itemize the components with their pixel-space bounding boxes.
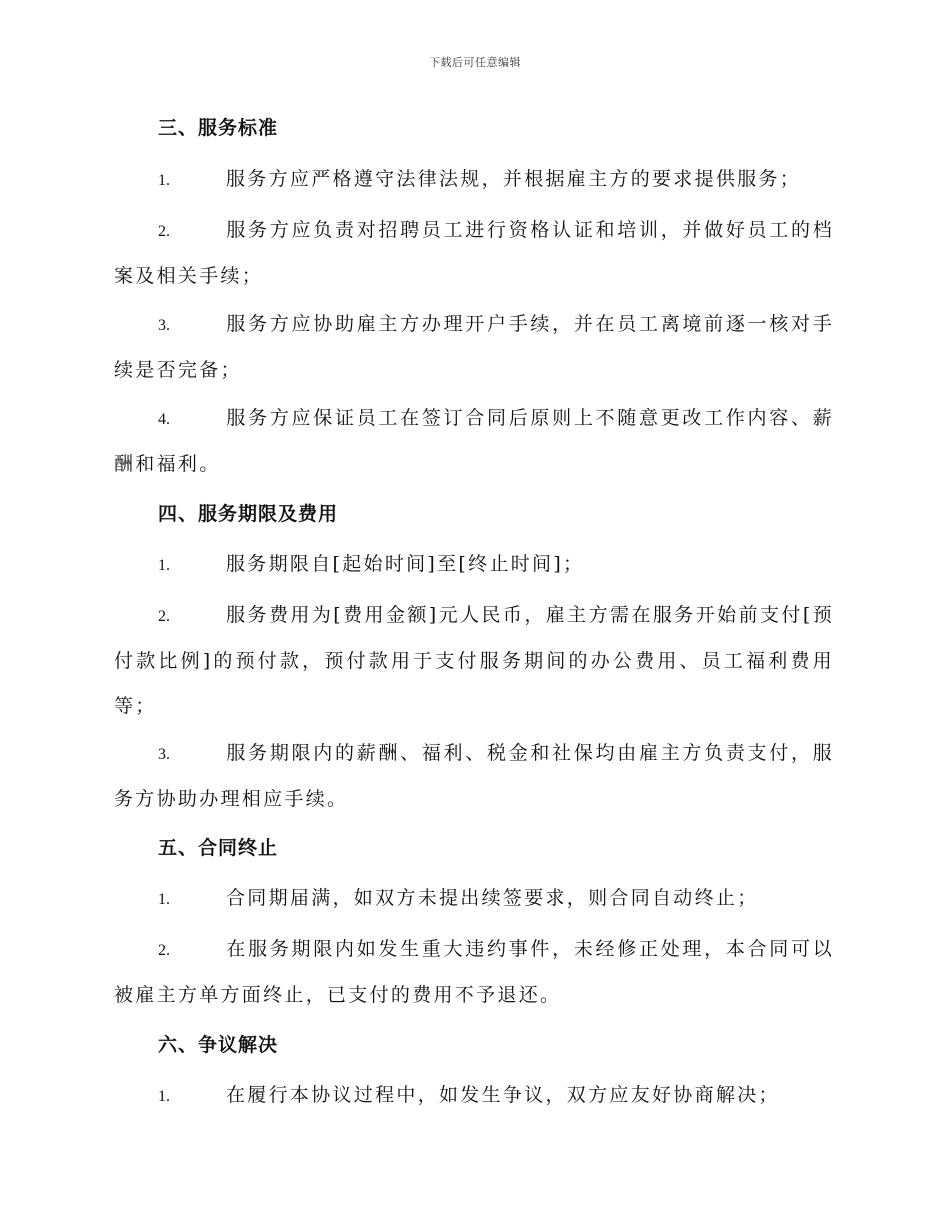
list-item: [114, 302, 834, 393]
list-item: [114, 593, 834, 729]
item-text: 服务方应负责对招聘员工进行资格认证和培训，并做好员工的档案及相关手续；: [114, 219, 834, 287]
list-item: [114, 157, 834, 203]
list-item: [114, 396, 834, 487]
item-text: 服务方应保证员工在签订合同后原则上不随意更改工作内容、薪酬和福利。: [114, 407, 834, 475]
section-heading-4: 四、服务期限及费用: [158, 503, 339, 525]
item-number: 1.: [158, 1088, 170, 1105]
item-text: 在服务期限内如发生重大违约事件，未经修正处理，本合同可以被雇主方单方面终止，已支付的费用不予退还。: [114, 938, 834, 1006]
item-text: 服务费用为[费用金额]元人民币，雇主方需在服务开始前支付[预付款比例]的预付款，预付款用于支付服务期间的办公费用、员工福利费用等；: [114, 604, 834, 717]
section-heading-3: 三、服务标准: [158, 117, 279, 139]
list-item: [114, 731, 834, 822]
item-text: 服务方应协助雇主方办理开户手续，并在员工离境前逐一核对手续是否完备；: [114, 313, 834, 381]
list-item: [114, 542, 834, 588]
item-text: 服务方应严格遵守法律法规，并根据雇主方的要求提供服务；: [226, 168, 802, 190]
list-item: [114, 876, 834, 922]
item-text: 服务期限内的薪酬、福利、税金和社保均由雇主方负责支付，服务方协助办理相应手续。: [114, 742, 834, 810]
page-header: 下载后可任意编辑: [429, 56, 521, 69]
item-number: 2.: [158, 223, 170, 240]
list-item: [114, 208, 834, 299]
item-number: 1.: [158, 891, 170, 908]
item-number: 1.: [158, 557, 170, 574]
item-number: 2.: [158, 942, 170, 959]
list-item: [114, 1073, 834, 1119]
section-heading-6: 六、争议解决: [158, 1034, 279, 1056]
item-number: 3.: [158, 746, 170, 763]
item-number: 2.: [158, 608, 170, 625]
item-text: 服务期限自[起始时间]至[终止时间]；: [226, 553, 585, 575]
list-item: [114, 927, 834, 1018]
item-number: 3.: [158, 317, 170, 334]
item-text: 在履行本协议过程中，如发生争议，双方应友好协商解决；: [226, 1084, 780, 1106]
item-text: 合同期届满，如双方未提出续签要求，则合同自动终止；: [226, 887, 759, 909]
section-heading-5: 五、合同终止: [158, 837, 279, 859]
item-number: 1.: [158, 172, 170, 189]
item-number: 4.: [158, 411, 170, 428]
